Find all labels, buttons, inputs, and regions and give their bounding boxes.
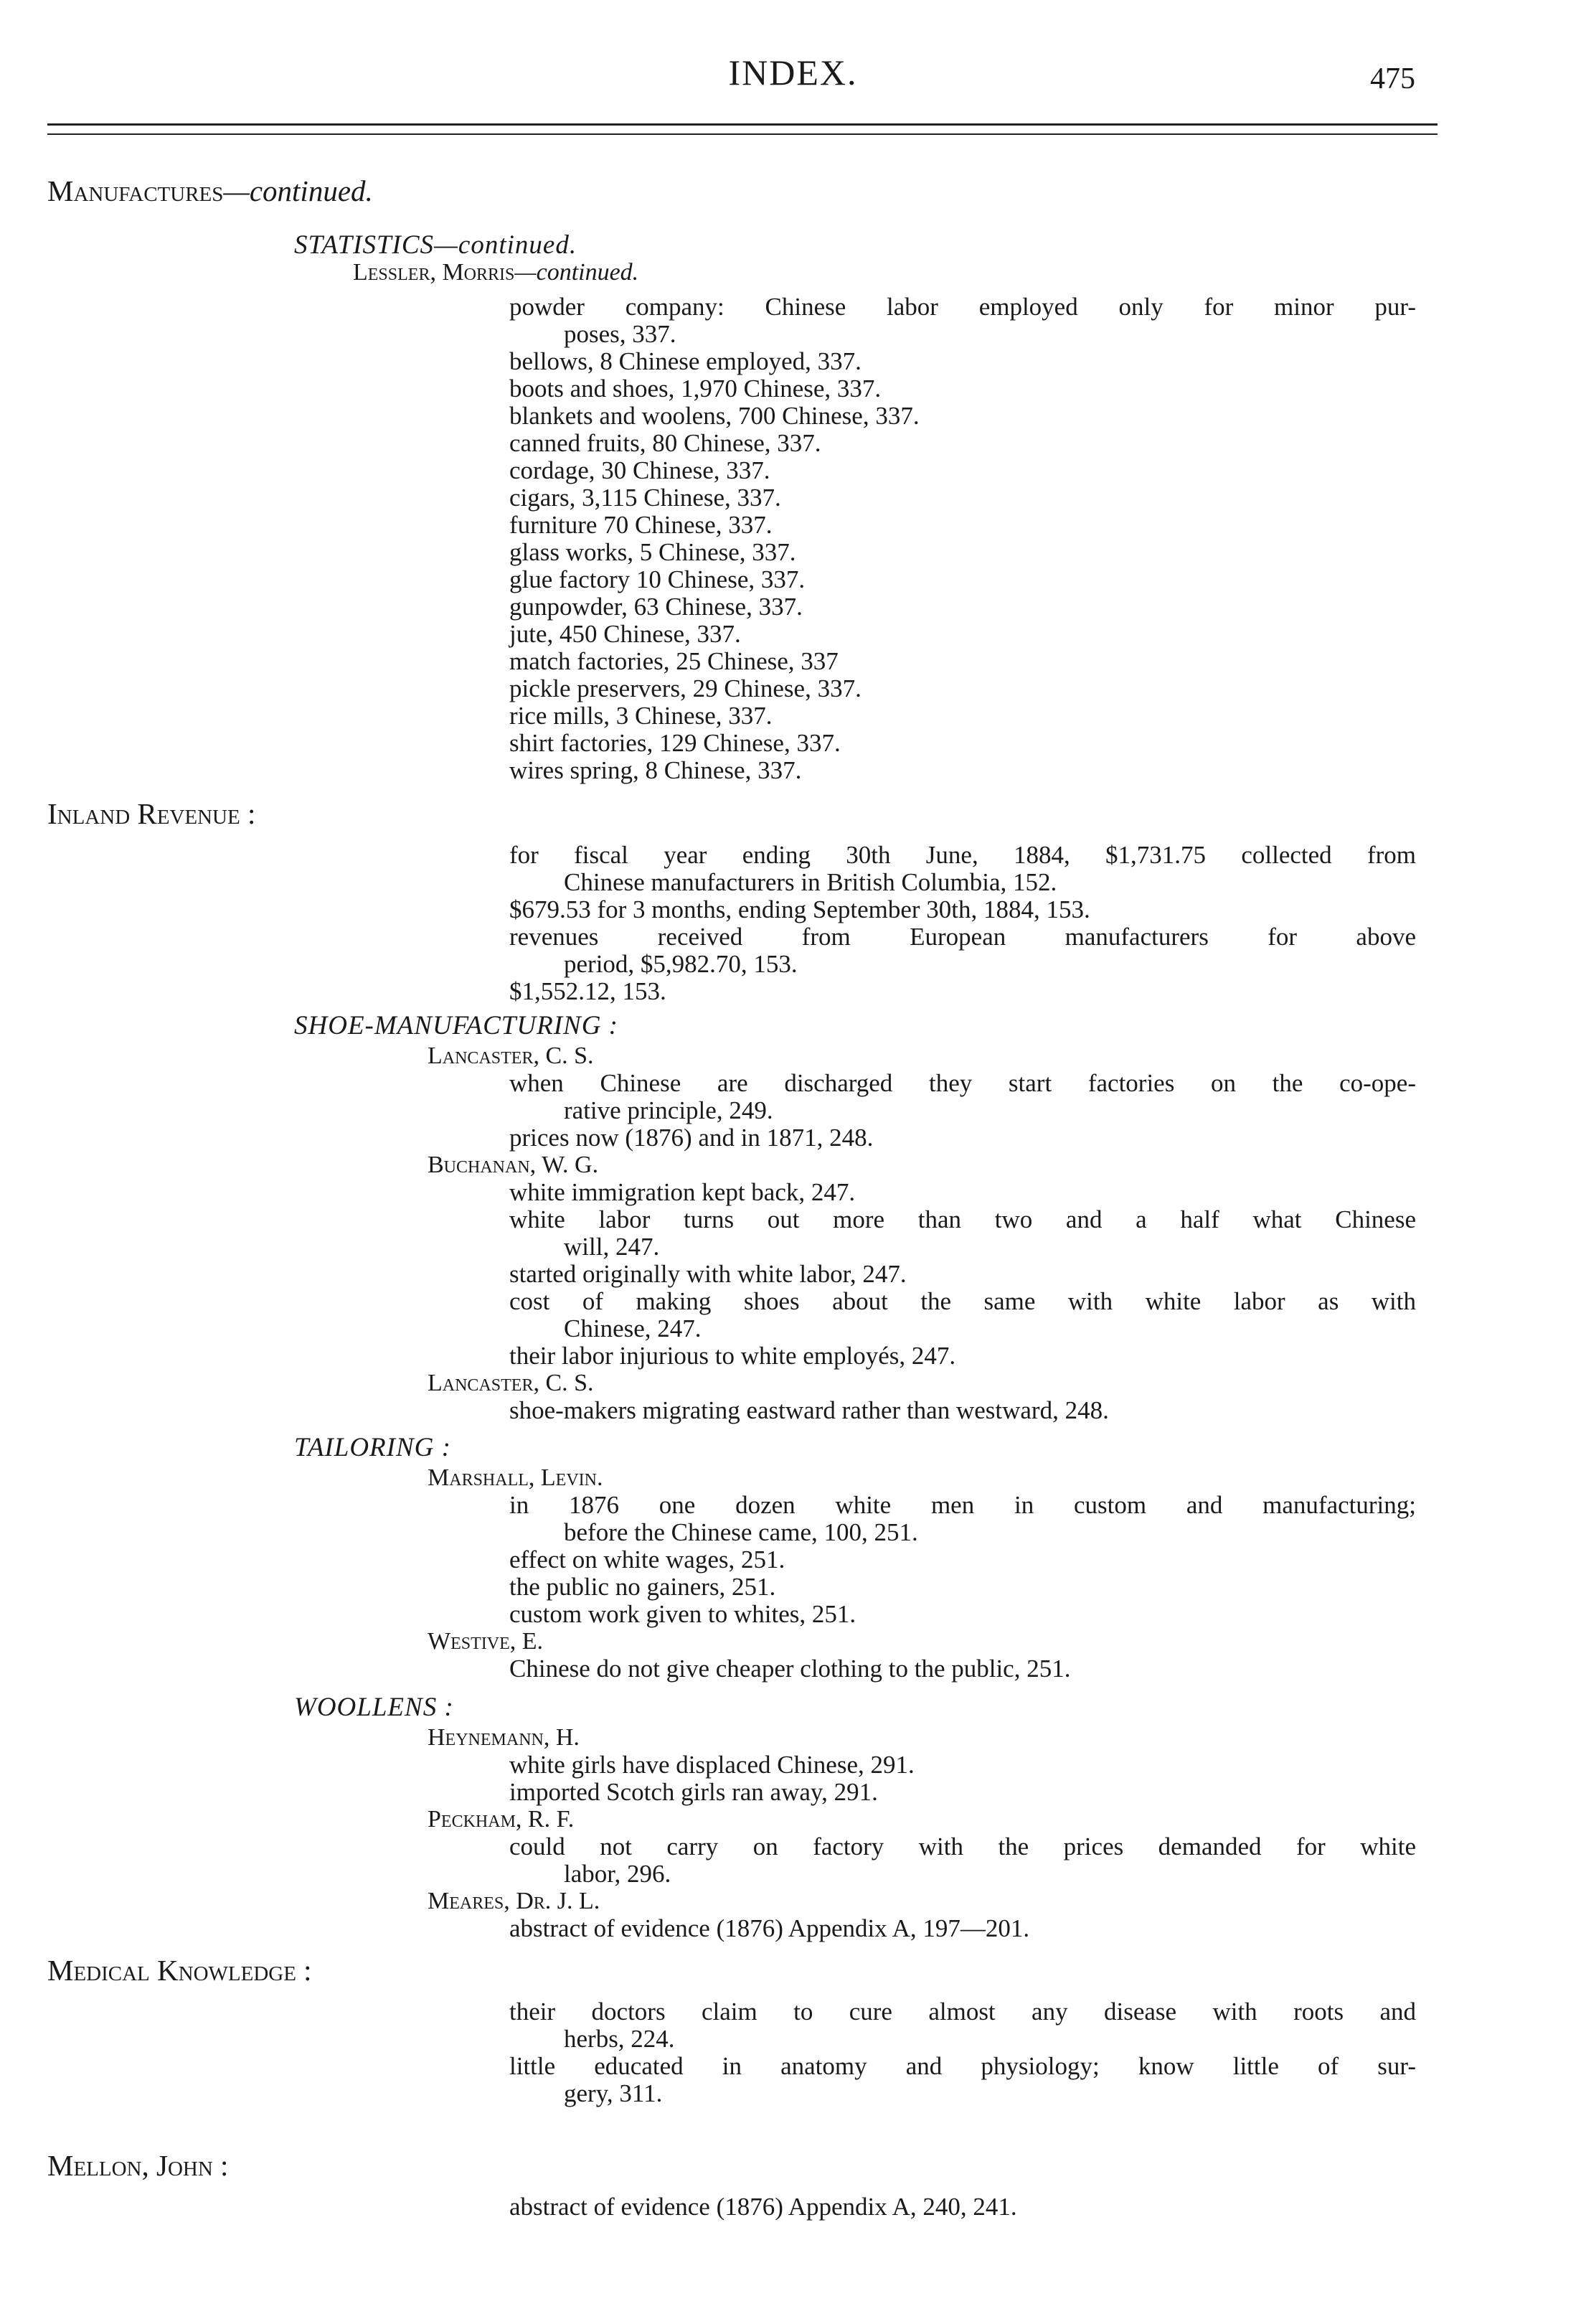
index-entry xyxy=(509,1778,878,1807)
index-entry xyxy=(509,1396,1109,1425)
index-entry xyxy=(509,1600,856,1629)
index-entry xyxy=(509,647,839,676)
witness-name xyxy=(353,258,638,287)
index-heading-text: Mellon, John : xyxy=(47,2149,229,2182)
index-entry-text: their doctors claim to cure almost any disease with roots and xyxy=(509,1998,1416,2026)
index-entry-text: their labor injurious to white employés, 247. xyxy=(509,1342,956,1370)
index-entry xyxy=(509,293,1416,321)
index-entry-text: abstract of evidence (1876) Appendix A, 240, 241. xyxy=(509,2193,1017,2221)
index-section-text: SHOE-MANUFACTURING : xyxy=(294,1011,618,1040)
index-entry-text: $679.53 for 3 months, ending September 30th, 1884, 153. xyxy=(509,895,1090,923)
index-entry xyxy=(509,1491,1416,1520)
index-entry-text: white labor turns out more than two and a half what Chinese xyxy=(509,1205,1416,1233)
index-section xyxy=(294,1012,618,1040)
index-entry xyxy=(509,1546,785,1574)
index-entry-text: cigars, 3,115 Chinese, 337. xyxy=(509,484,781,512)
index-entry-text: shoe-makers migrating eastward rather than westward, 248. xyxy=(509,1396,1109,1424)
index-entry xyxy=(509,565,805,594)
index-entry-continuation-text: period, $5,982.70, 153. xyxy=(564,950,798,978)
witness-name-text: Heynemann, H. xyxy=(428,1724,580,1751)
index-entry xyxy=(509,674,862,703)
header-rule-secondary xyxy=(47,133,1438,135)
witness-name-text: Peckham, R. F. xyxy=(428,1806,575,1833)
index-heading xyxy=(47,1956,312,1985)
witness-name xyxy=(428,1369,594,1398)
index-entry-continuation-text: poses, 337. xyxy=(564,320,676,348)
witness-name xyxy=(428,1723,580,1752)
index-entry-text: little educated in anatomy and physiology; know little of sur- xyxy=(509,2052,1416,2080)
index-entry-continuation xyxy=(564,950,798,979)
witness-name xyxy=(428,1805,574,1834)
index-entry-text: custom work given to whites, 251. xyxy=(509,1600,856,1628)
index-entry xyxy=(509,1178,855,1207)
index-entry-text: in 1876 one dozen white men in custom and manufacturing; xyxy=(509,1491,1416,1519)
index-entry xyxy=(509,402,920,431)
index-entry xyxy=(509,2193,1017,2221)
index-entry xyxy=(509,756,801,785)
index-entry xyxy=(509,1342,955,1370)
index-entry-continuation xyxy=(564,2025,675,2054)
index-entry-text: when Chinese are discharged they start factories on the co-ope- xyxy=(509,1069,1416,1097)
index-entry xyxy=(509,620,741,649)
index-entry xyxy=(509,484,781,512)
index-entry-text: the public no gainers, 251. xyxy=(509,1573,776,1601)
index-entry-text: prices now (1876) and in 1871, 248. xyxy=(509,1124,874,1152)
index-entry-text: pickle preservers, 29 Chinese, 337. xyxy=(509,674,862,702)
index-entry-text: furniture 70 Chinese, 337. xyxy=(509,511,773,539)
index-entry-continuation xyxy=(564,868,1057,897)
witness-name xyxy=(428,1042,594,1071)
index-heading-text: Inland Revenue : xyxy=(47,797,256,830)
index-entry-continuation-text: rative principle, 249. xyxy=(564,1096,773,1124)
index-section-text: STATISTICS—continued. xyxy=(294,230,577,260)
index-entry-text: match factories, 25 Chinese, 337 xyxy=(509,647,839,675)
index-entry-text: cost of making shoes about the same with white labor as with xyxy=(509,1287,1416,1315)
index-entry-text: wires spring, 8 Chinese, 337. xyxy=(509,756,802,784)
witness-name xyxy=(428,1627,543,1656)
index-entry-text: blankets and woolens, 700 Chinese, 337. xyxy=(509,402,920,430)
index-entry-text: effect on white wages, 251. xyxy=(509,1546,785,1573)
witness-name-text: Marshall, Levin. xyxy=(428,1464,603,1491)
index-entry xyxy=(509,1833,1416,1861)
index-entry xyxy=(509,1260,907,1289)
index-entry xyxy=(509,1205,1416,1234)
index-heading-text: Manufactures xyxy=(47,174,224,207)
index-entry xyxy=(509,841,1416,870)
index-entry-text: revenues received from European manufacturers for above xyxy=(509,923,1416,951)
index-entry-continuation xyxy=(564,1233,659,1261)
index-entry-text: for fiscal year ending 30th June, 1884, $1,731.75 collected from xyxy=(509,841,1416,869)
index-entry-text: shirt factories, 129 Chinese, 337. xyxy=(509,729,841,757)
index-entry xyxy=(509,977,666,1006)
index-entry xyxy=(509,1069,1416,1098)
continued-label: —continued. xyxy=(514,259,639,286)
index-entry-continuation-text: labor, 296. xyxy=(564,1860,671,1888)
index-entry-continuation-text: will, 247. xyxy=(564,1233,660,1261)
index-entry-continuation xyxy=(564,1860,671,1888)
index-entry-text: abstract of evidence (1876) Appendix A, 197—201. xyxy=(509,1914,1030,1942)
index-entry xyxy=(509,702,772,730)
index-entry xyxy=(509,1914,1029,1943)
index-entry-text: glue factory 10 Chinese, 337. xyxy=(509,565,806,593)
witness-name-text: Lancaster, C. S. xyxy=(428,1370,594,1396)
index-entry-continuation xyxy=(564,320,676,349)
header-rule xyxy=(47,123,1438,126)
index-entry-text: rice mills, 3 Chinese, 337. xyxy=(509,702,773,730)
witness-name xyxy=(428,1887,600,1916)
index-entry xyxy=(509,1751,915,1779)
index-entry xyxy=(509,593,803,621)
index-entry-continuation xyxy=(564,2079,662,2108)
index-entry xyxy=(509,2052,1416,2081)
index-heading xyxy=(47,2151,228,2180)
index-heading xyxy=(47,799,255,828)
index-entry-text: white immigration kept back, 247. xyxy=(509,1178,856,1206)
index-entry xyxy=(509,538,796,567)
witness-name xyxy=(428,1464,603,1492)
index-heading-text: Medical Knowledge : xyxy=(47,1954,312,1987)
index-entry xyxy=(509,456,770,485)
page-number: 475 xyxy=(1370,62,1415,95)
witness-name-text: Westive, E. xyxy=(428,1628,544,1655)
witness-name xyxy=(428,1151,598,1180)
index-entry xyxy=(509,895,1090,924)
index-entry-continuation-text: Chinese manufacturers in British Columbia, 152. xyxy=(564,868,1057,896)
index-entry-text: white girls have displaced Chinese, 291. xyxy=(509,1751,915,1779)
index-entry-text: powder company: Chinese labor employed only for minor pur- xyxy=(509,293,1416,321)
index-entry xyxy=(509,1124,873,1152)
index-entry-continuation xyxy=(564,1518,918,1547)
witness-name-text: Meares, Dr. J. L. xyxy=(428,1888,600,1914)
index-section xyxy=(294,1693,454,1722)
index-entry xyxy=(509,1287,1416,1316)
index-entry xyxy=(509,729,841,758)
witness-name-text: Lessler, Morris xyxy=(353,259,515,286)
index-entry-continuation-text: herbs, 224. xyxy=(564,2025,675,2053)
index-entry xyxy=(509,1573,775,1601)
index-heading xyxy=(47,174,373,207)
index-entry-continuation-text: before the Chinese came, 100, 251. xyxy=(564,1518,918,1546)
index-entry-text: gunpowder, 63 Chinese, 337. xyxy=(509,593,803,621)
index-entry-text: started originally with white labor, 247. xyxy=(509,1260,907,1288)
continued-label: —continued. xyxy=(223,174,373,207)
page-title: INDEX. xyxy=(728,52,858,93)
index-entry-text: canned fruits, 80 Chinese, 337. xyxy=(509,429,821,457)
index-entry-text: imported Scotch girls ran away, 291. xyxy=(509,1778,878,1806)
index-section-text: WOOLLENS : xyxy=(294,1693,454,1722)
index-entry-text: cordage, 30 Chinese, 337. xyxy=(509,456,770,484)
index-entry xyxy=(509,429,821,458)
index-entry xyxy=(509,1655,1070,1683)
index-section xyxy=(294,1434,451,1462)
index-entry xyxy=(509,923,1416,951)
index-section-text: TAILORING : xyxy=(294,1433,451,1462)
index-entry-continuation xyxy=(564,1314,702,1343)
index-entry-continuation-text: gery, 311. xyxy=(564,2079,663,2107)
index-entry-continuation xyxy=(564,1096,773,1125)
index-entry-text: bellows, 8 Chinese employed, 337. xyxy=(509,347,862,375)
index-entry-text: jute, 450 Chinese, 337. xyxy=(509,620,741,648)
index-entry-continuation-text: Chinese, 247. xyxy=(564,1314,702,1342)
index-entry xyxy=(509,375,881,403)
index-entry xyxy=(509,511,772,540)
index-section xyxy=(294,231,577,260)
index-entry xyxy=(509,347,862,376)
index-entry xyxy=(509,1998,1416,2026)
index-entry-text: boots and shoes, 1,970 Chinese, 337. xyxy=(509,375,882,403)
index-entry-text: Chinese do not give cheaper clothing to the public, 251. xyxy=(509,1655,1071,1683)
index-entry-text: $1,552.12, 153. xyxy=(509,977,666,1005)
index-entry-text: could not carry on factory with the prices demanded for white xyxy=(509,1833,1416,1860)
witness-name-text: Buchanan, W. G. xyxy=(428,1152,599,1178)
index-entry-text: glass works, 5 Chinese, 337. xyxy=(509,538,796,566)
witness-name-text: Lancaster, C. S. xyxy=(428,1043,594,1069)
